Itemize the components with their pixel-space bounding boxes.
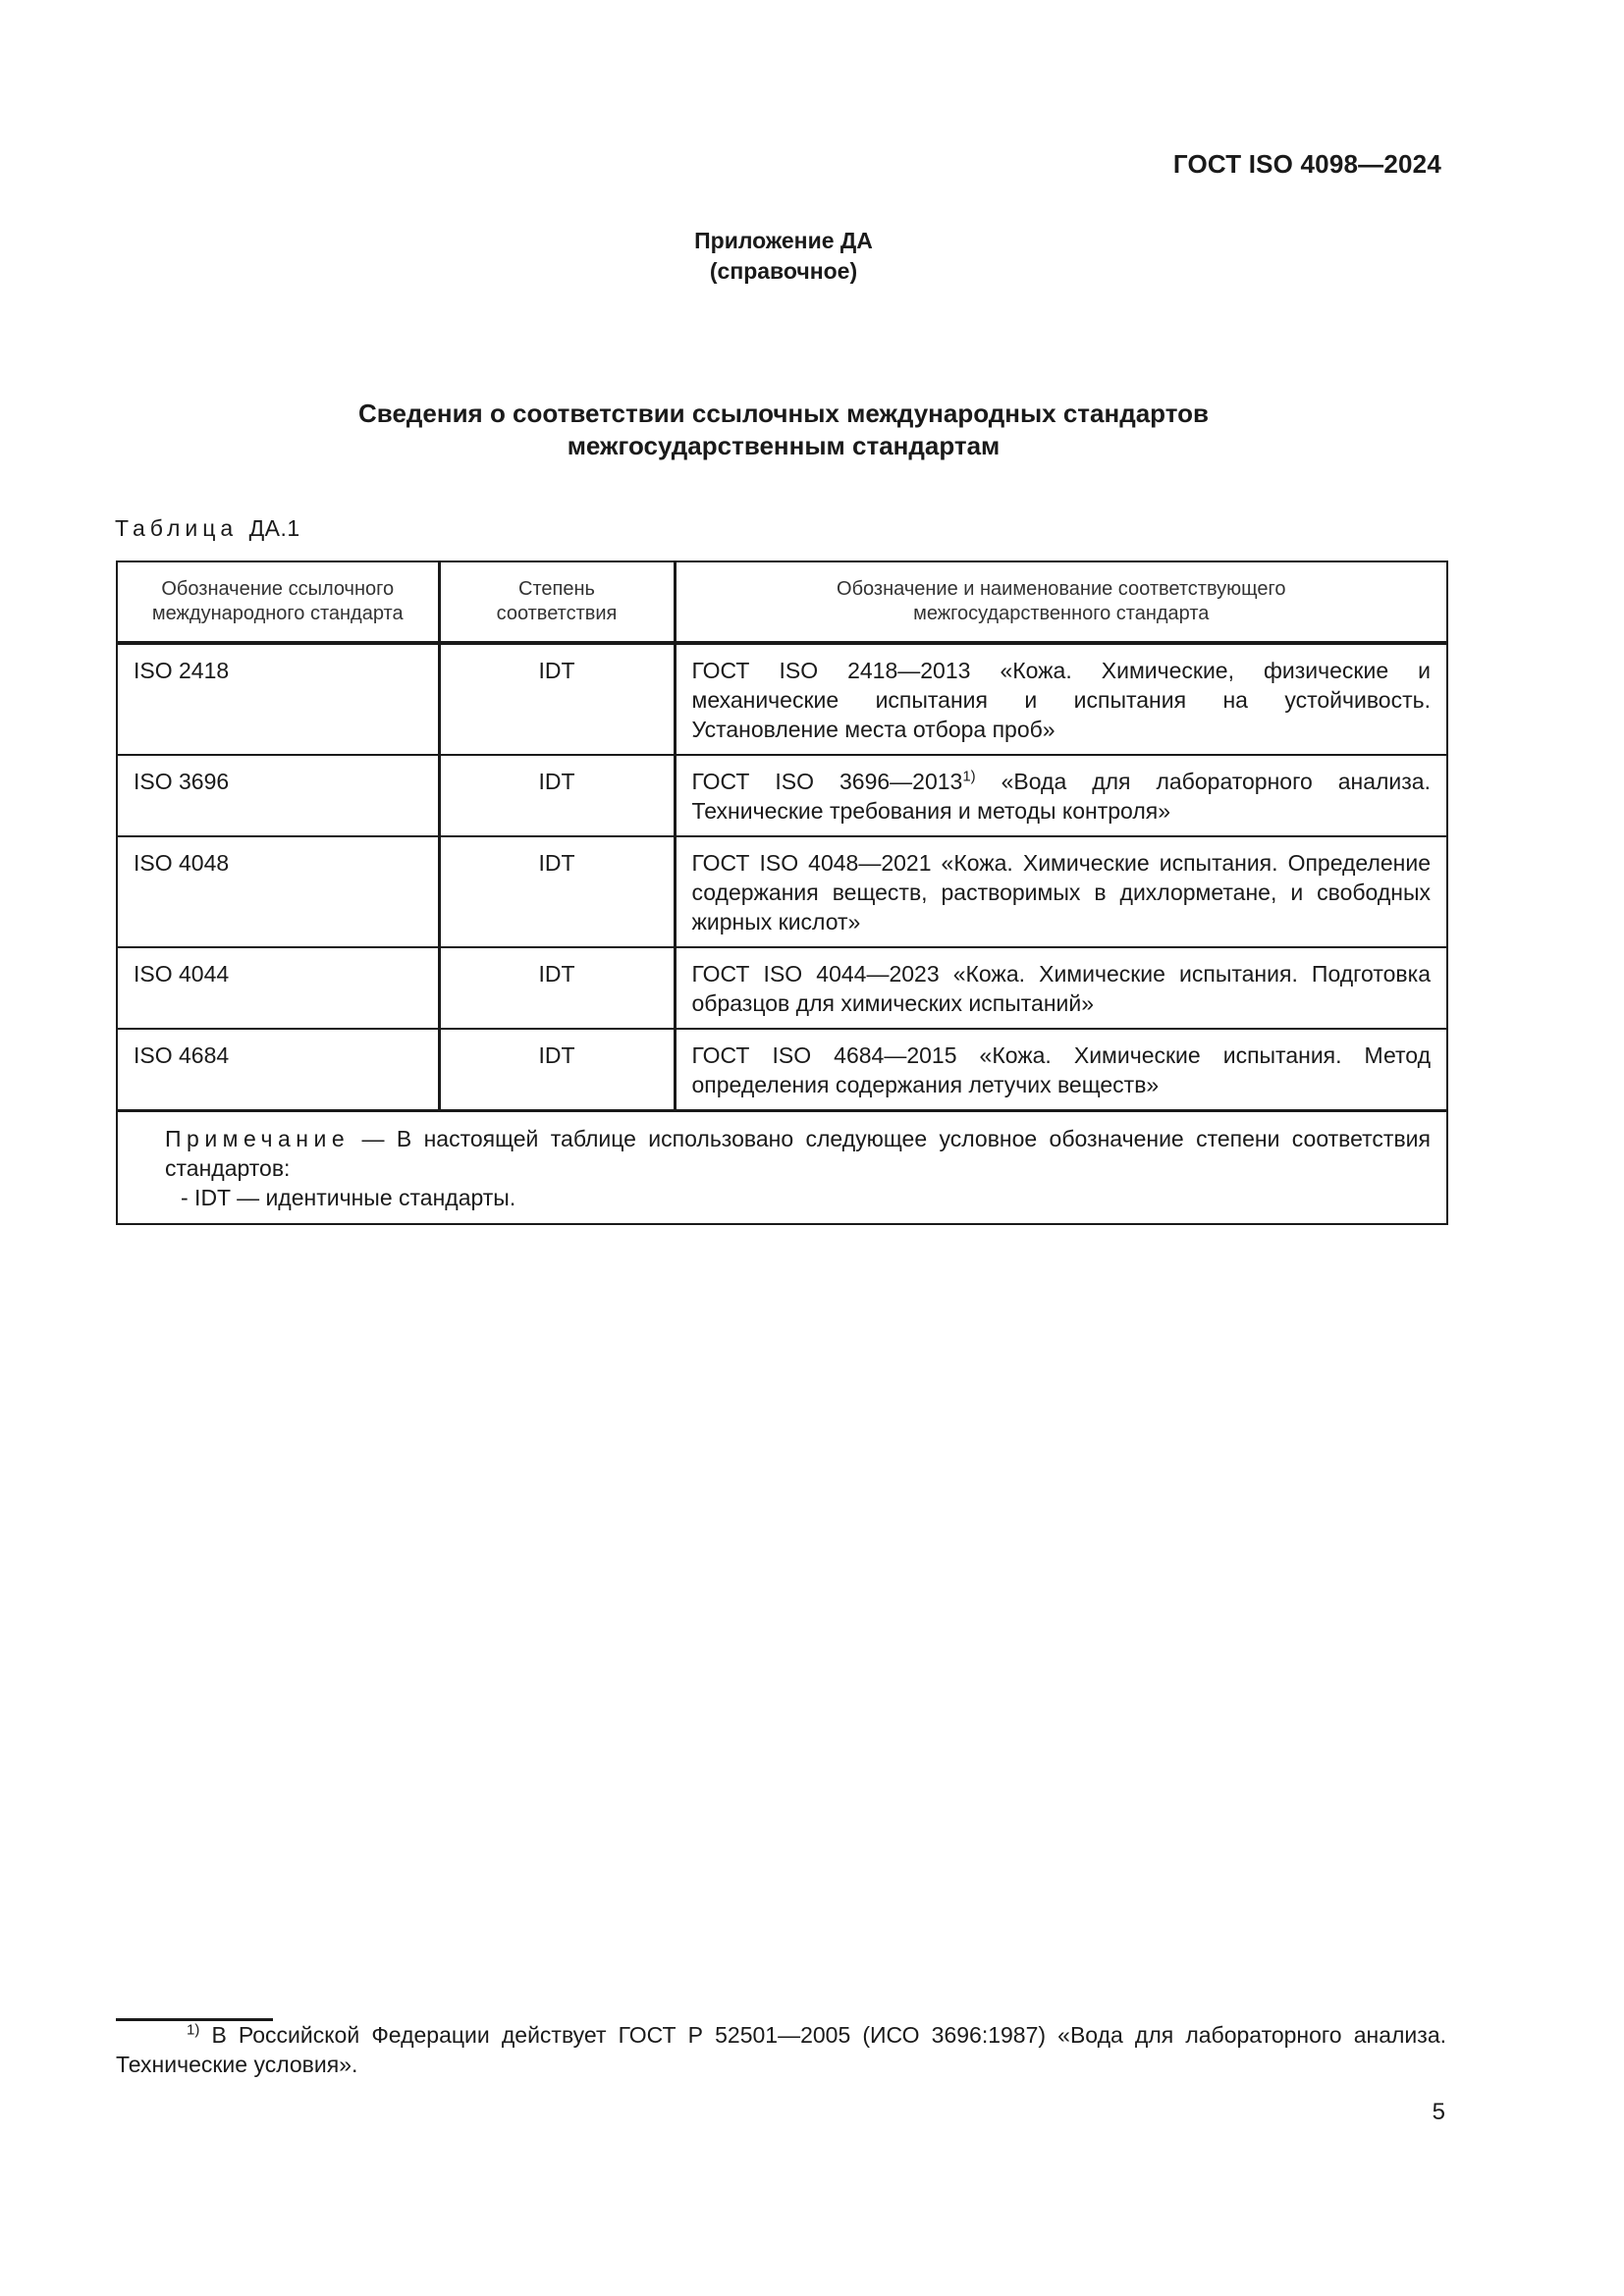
section-heading-line1: Сведения о соответствии ссылочных международных стандартов [358,399,1209,428]
document-code: ГОСТ ISO 4098—2024 [1172,149,1441,179]
table-row [117,755,1447,836]
footnote [116,2020,1446,2079]
table-note [117,1111,1447,1225]
cell-standard: ISO 4684 [117,1029,439,1111]
note-paragraph [134,1124,1431,1183]
cell-description: ГОСТ ISO 4048—2021 «Кожа. Химические испытания. Определение содержания веществ, растворимых в дихлорметане, и свободных жирных кислот» [675,836,1447,947]
table-label-word: Таблица [115,515,239,541]
standards-table [116,561,1448,1225]
cell-degree: IDT [439,643,675,755]
table-row [117,1029,1447,1111]
cell-standard: ISO 3696 [117,755,439,836]
description-text-cont: «Вода для лабораторного анализа. Технические требования и методы контроля» [691,769,1431,824]
note-text: — В настоящей таблице использовано следующее условное обозначение степени соответствия стандартов: [165,1126,1431,1181]
cell-standard: ISO 2418 [117,643,439,755]
section-heading-line2: межгосударственным стандартам [567,431,1001,460]
note-item: - IDT — идентичные стандарты. [181,1185,516,1210]
cell-degree: IDT [439,1029,675,1111]
page-number: 5 [1432,2099,1445,2125]
cell-description: ГОСТ ISO 2418—2013 «Кожа. Химические, физические и механические испытания и испытания на устойчивость. Установление места отбора проб» [675,643,1447,755]
cell-standard: ISO 4048 [117,836,439,947]
appendix-subtitle: (справочное) [709,258,858,284]
footnote-marker: 1) [187,2021,200,2039]
table-label-number: ДА.1 [248,515,300,541]
cell-description [675,755,1447,836]
cell-degree: IDT [439,755,675,836]
footnote-ref: 1) [962,768,976,785]
note-label: Примечание [165,1126,351,1151]
cell-description: ГОСТ ISO 4684—2015 «Кожа. Химические испытания. Метод определения содержания летучих веществ» [675,1029,1447,1111]
appendix-title: Приложение ДА [694,228,873,253]
table-header-row [117,561,1447,643]
table-label [115,515,300,542]
header-interstate-standard: Обозначение и наименование соответствующего межгосударственного стандарта [675,561,1447,643]
cell-description: ГОСТ ISO 4044—2023 «Кожа. Химические испытания. Подготовка образцов для химических испытаний» [675,947,1447,1029]
table-row [117,836,1447,947]
header-degree: Степень соответствия [439,561,675,643]
cell-degree: IDT [439,836,675,947]
header-reference-standard: Обозначение ссылочного международного стандарта [117,561,439,643]
table-note-row [117,1111,1447,1225]
cell-standard: ISO 4044 [117,947,439,1029]
table-row [117,947,1447,1029]
footnote-text: В Российской Федерации действует ГОСТ Р 52501—2005 (ИСО 3696:1987) «Вода для лабораторного анализа. Технические условия». [116,2022,1446,2077]
description-text: ГОСТ ISO 3696—2013 [691,769,963,794]
table-row [117,643,1447,755]
cell-degree: IDT [439,947,675,1029]
